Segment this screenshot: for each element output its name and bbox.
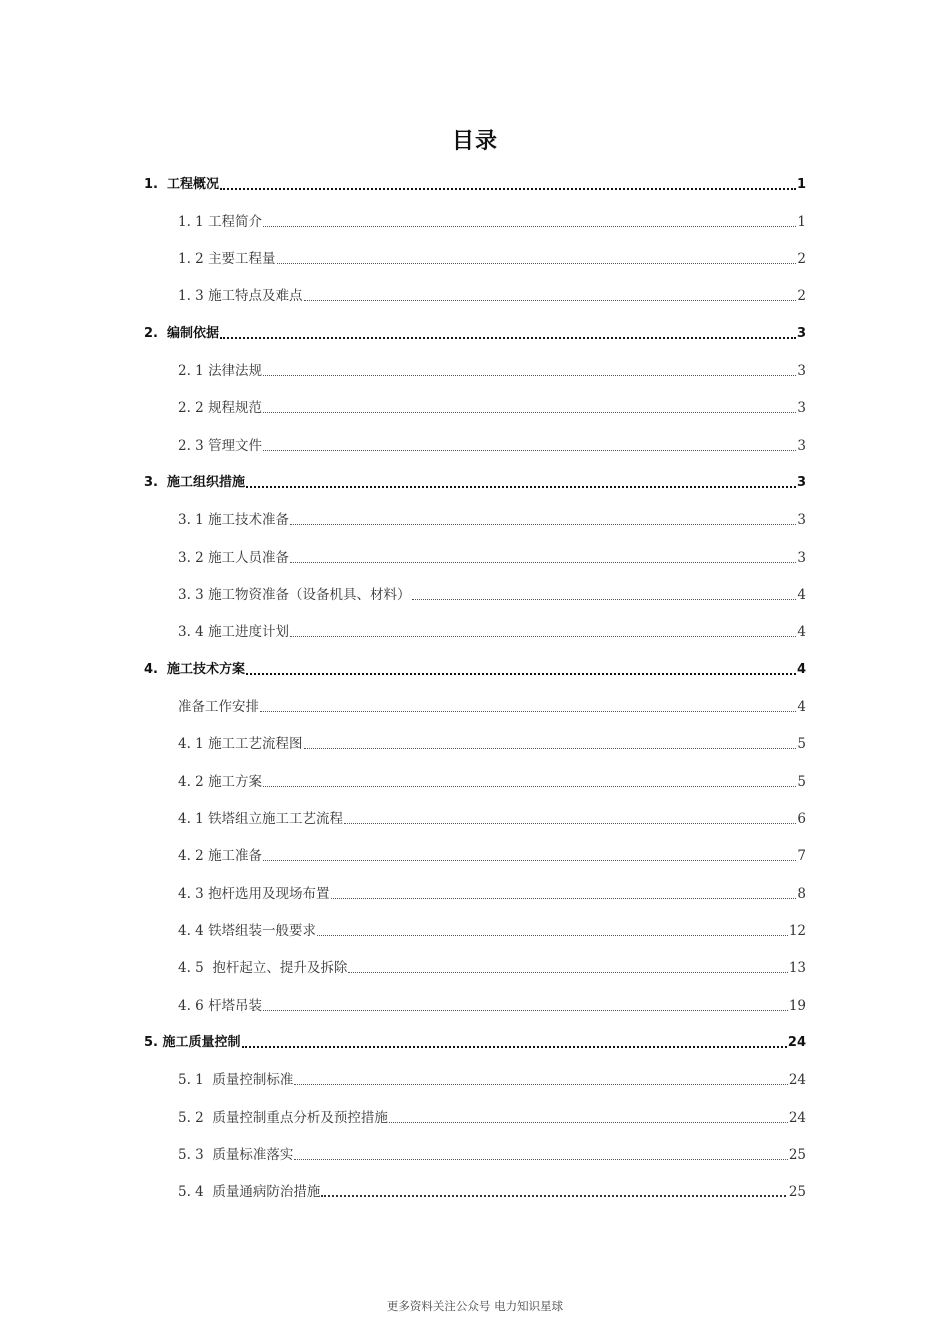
toc-subsection-entry[interactable]: [144, 281, 806, 305]
toc-entry-number: 5. 1: [178, 1072, 213, 1088]
toc-entry-label: 编制依据: [167, 326, 220, 341]
toc-page-number: 24: [788, 1072, 806, 1088]
toc-section-entry[interactable]: [144, 319, 806, 343]
toc-entry-number: 1. 3: [178, 288, 209, 304]
toc-entry-number: 3.: [144, 475, 168, 490]
toc-page-number: 5: [797, 736, 806, 752]
dot-leader: [246, 486, 796, 488]
toc-section-entry[interactable]: [144, 170, 806, 194]
toc-entry-number: 2. 2: [178, 400, 209, 416]
toc-page-number: 2: [797, 251, 806, 267]
toc-entry-label: 抱杆选用及现场布置: [208, 886, 330, 902]
toc-subsection-entry[interactable]: [144, 841, 806, 865]
dot-leader: [317, 935, 788, 936]
toc-section-entry[interactable]: [144, 655, 806, 679]
toc-entry-label: 准备工作安排: [178, 699, 259, 715]
toc-entry-label: 施工技术方案: [167, 662, 246, 677]
dot-leader: [263, 1010, 788, 1011]
toc-subsection-entry[interactable]: [144, 991, 806, 1015]
dot-leader: [246, 673, 796, 675]
toc-entry-label: 质量控制标准: [212, 1072, 294, 1088]
toc-subsection-entry[interactable]: [144, 1065, 806, 1089]
toc-subsection-entry[interactable]: [144, 953, 806, 977]
toc-page-number: 5: [797, 774, 806, 790]
toc-page-number: 3: [797, 400, 806, 416]
toc-page-number: 3: [797, 550, 806, 566]
toc-title: 目录: [451, 129, 498, 154]
toc-entry-label: 施工进度计划: [208, 624, 290, 640]
toc-entry-number: 2. 3: [178, 438, 209, 454]
toc-section-entry[interactable]: [144, 468, 806, 492]
toc-entry-number: 5. 3: [178, 1147, 213, 1163]
toc-entry-label: 施工准备: [208, 848, 263, 864]
toc-subsection-entry[interactable]: [144, 356, 806, 380]
toc-entry-label: 质量控制重点分析及预控措施: [212, 1110, 388, 1126]
toc-subsection-entry[interactable]: [144, 916, 806, 940]
toc-entry-label: 规程规范: [208, 400, 263, 416]
toc-entry-label: 质量通病防治措施: [212, 1184, 321, 1200]
dot-leader: [263, 412, 796, 413]
toc-entry-number: 4. 5: [178, 960, 213, 976]
toc-subsection-entry[interactable]: [144, 617, 806, 641]
toc-entry-number: 2.: [144, 326, 168, 341]
toc-section-entry[interactable]: [144, 1028, 806, 1052]
toc-entry-label: 质量标准落实: [212, 1147, 294, 1163]
toc-entry-number: 5. 2: [178, 1110, 213, 1126]
toc-page-number: 4: [797, 587, 806, 603]
dot-leader: [344, 823, 796, 824]
toc-entry-label: 施工方案: [208, 774, 263, 790]
toc-entry-number: 1. 2: [178, 251, 209, 267]
dot-leader: [348, 972, 787, 973]
toc-page-number: 13: [788, 960, 806, 976]
toc-entry-label: 杆塔吊装: [208, 998, 263, 1014]
toc-page-number: 3: [797, 438, 806, 454]
toc-subsection-entry[interactable]: [144, 729, 806, 753]
toc-entry-number: 4. 4: [178, 923, 209, 939]
toc-subsection-entry[interactable]: [144, 207, 806, 231]
toc-entry-number: 1.: [144, 177, 168, 192]
toc-entry-number: 4. 1: [178, 811, 209, 827]
toc-entry-number: 4. 1: [178, 736, 209, 752]
toc-subsection-entry[interactable]: [144, 804, 806, 828]
toc-subsection-entry[interactable]: [144, 692, 806, 716]
toc-entry-number: 5. 4: [178, 1184, 213, 1200]
toc-page-number: 3: [796, 326, 806, 341]
toc-entry-label: 铁塔组装一般要求: [208, 923, 317, 939]
toc-entry-label: 施工特点及难点: [208, 288, 303, 304]
toc-page-number: 25: [788, 1147, 806, 1163]
toc-entry-label: 施工技术准备: [208, 512, 290, 528]
toc-entry-number: 4. 2: [178, 774, 209, 790]
dot-leader: [331, 898, 797, 899]
toc-page-number: 25: [788, 1184, 806, 1200]
toc-subsection-entry[interactable]: [144, 580, 806, 604]
toc-page-number: 3: [797, 512, 806, 528]
dot-leader: [263, 450, 796, 451]
toc-page-number: 19: [788, 998, 806, 1014]
dot-leader: [242, 1046, 787, 1048]
toc-entry-label: 抱杆起立、提升及拆除: [212, 960, 348, 976]
dot-leader: [290, 524, 796, 525]
toc-entry-number: 3. 4: [178, 624, 209, 640]
dot-leader: [290, 636, 796, 637]
dot-leader: [389, 1122, 788, 1123]
toc-page-number: 24: [788, 1110, 806, 1126]
toc-entry-number: 3. 3: [178, 587, 209, 603]
toc-page-number: 4: [796, 662, 806, 677]
toc-entry-label: 工程概况: [167, 177, 220, 192]
toc-entry-number: 5.: [144, 1035, 163, 1050]
toc-entry-label: 铁塔组立施工工艺流程: [208, 811, 344, 827]
toc-page-number: 2: [797, 288, 806, 304]
toc-page-number: 1: [796, 177, 806, 192]
toc-entry-label: 施工人员准备: [208, 550, 290, 566]
toc-page-number: 4: [797, 699, 806, 715]
toc-page-number: 6: [797, 811, 806, 827]
toc-page-number: 7: [797, 848, 806, 864]
toc-entry-label: 主要工程量: [208, 251, 276, 267]
dot-leader: [263, 860, 796, 861]
page-footer: 更多资料关注公众号 电力知识星球: [386, 1299, 564, 1313]
dot-leader: [321, 1195, 785, 1197]
toc-entry-label: 工程简介: [208, 214, 263, 230]
toc-subsection-entry[interactable]: [144, 543, 806, 567]
toc-subsection-entry[interactable]: [144, 879, 806, 903]
toc-page-number: 3: [796, 475, 806, 490]
toc-entry-label: 管理文件: [208, 438, 263, 454]
toc-entry-number: 4. 6: [178, 998, 209, 1014]
dot-leader: [304, 300, 797, 301]
toc-entry-label: 施工质量控制: [162, 1035, 241, 1050]
toc-subsection-entry[interactable]: [144, 505, 806, 529]
toc-page-number: 3: [797, 363, 806, 379]
toc-page-number: 1: [797, 214, 806, 230]
dot-leader: [304, 748, 797, 749]
toc-page-number: 12: [788, 923, 806, 939]
toc-entry-number: 4. 2: [178, 848, 209, 864]
toc-entry-number: 1. 1: [178, 214, 209, 230]
dot-leader: [294, 1084, 787, 1085]
toc-page-number: 24: [787, 1035, 806, 1050]
toc-entry-label: 施工物资准备（设备机具、材料）: [208, 587, 411, 603]
dot-leader: [263, 375, 796, 376]
dot-leader: [263, 226, 796, 227]
toc-entry-label: 施工组织措施: [167, 475, 246, 490]
toc-entry-number: 2. 1: [178, 363, 209, 379]
toc-page-number: 8: [797, 886, 806, 902]
toc-entry-label: 施工工艺流程图: [208, 736, 303, 752]
toc-entry-label: 法律法规: [208, 363, 263, 379]
toc-subsection-entry[interactable]: [144, 1177, 806, 1201]
toc-subsection-entry[interactable]: [144, 767, 806, 791]
toc-entry-number: 3. 2: [178, 550, 209, 566]
dot-leader: [220, 337, 796, 339]
dot-leader: [220, 188, 796, 190]
dot-leader: [294, 1159, 787, 1160]
toc-subsection-entry[interactable]: [144, 393, 806, 417]
toc-subsection-entry[interactable]: [144, 244, 806, 268]
dot-leader: [290, 562, 796, 563]
dot-leader: [412, 599, 797, 600]
dot-leader: [277, 263, 797, 264]
toc-subsection-entry[interactable]: [144, 1103, 806, 1127]
toc-entry-number: 4. 3: [178, 886, 209, 902]
toc-entry-number: 4.: [144, 662, 168, 677]
dot-leader: [263, 786, 796, 787]
dot-leader: [260, 711, 796, 712]
toc-entry-number: 3. 1: [178, 512, 209, 528]
toc-page-number: 4: [797, 624, 806, 640]
toc-subsection-entry[interactable]: [144, 1140, 806, 1164]
toc-subsection-entry[interactable]: [144, 431, 806, 455]
